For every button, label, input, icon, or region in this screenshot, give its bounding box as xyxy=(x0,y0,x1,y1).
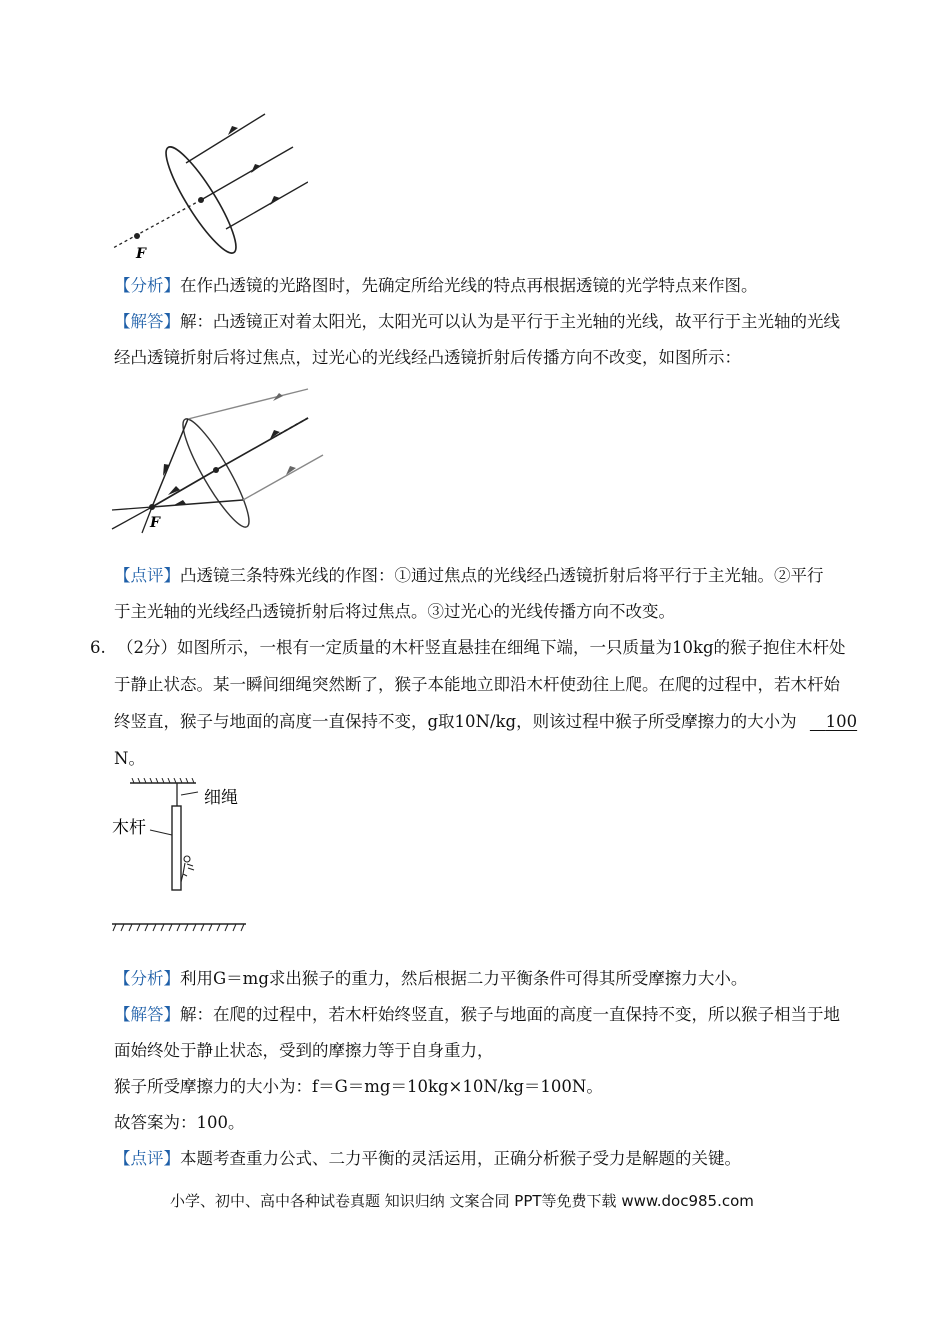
comment-text: 本题考查重力公式、二力平衡的灵活运用，正确分析猴子受力是解题的关键。 xyxy=(180,1149,741,1168)
ground-hatching xyxy=(113,924,244,931)
focus-dot xyxy=(149,504,155,510)
analysis-tag: 【分析】 xyxy=(114,969,180,988)
q6-line-2: 于静止状态。某一瞬间细绳突然断了，猴子本能地立即沿木杆使劲往上爬。在爬的过程中，若木杆始 xyxy=(114,675,840,694)
comment-text: 凸透镜三条特殊光线的作图：①通过焦点的光线经凸透镜折射后将平行于主光轴。②平行 xyxy=(180,566,824,585)
solution-tag: 【解答】 xyxy=(114,1005,180,1024)
analysis-text: 利用G＝mg求出猴子的重力，然后根据二力平衡条件可得其所受摩擦力大小。 xyxy=(180,969,748,988)
optical-center-dot xyxy=(213,467,219,473)
focus-dot xyxy=(134,233,140,239)
q6-line-4: N。 xyxy=(114,749,145,768)
incident-ray-bottom xyxy=(226,182,308,229)
monkey-body xyxy=(181,863,194,882)
focus-label: F xyxy=(150,515,160,531)
solution-tag: 【解答】 xyxy=(114,312,180,331)
q6-solution-2: 面始终处于静止状态，受到的摩擦力等于自身重力， xyxy=(114,1041,494,1060)
q6-solution-3: 猴子所受摩擦力的大小为：f＝G＝mg＝10kg×10N/kg＝100N。 xyxy=(114,1077,603,1096)
monkey-pole-diagram xyxy=(108,778,258,938)
solution-text: 解：凸透镜正对着太阳光，太阳光可以认为是平行于主光轴的光线，故平行于主光轴的光线 xyxy=(180,312,840,331)
refracted-ray-bottom xyxy=(152,500,243,507)
q6-analysis xyxy=(114,968,747,990)
q6-solution-4: 故答案为：100。 xyxy=(114,1113,245,1132)
incident-ray-center xyxy=(201,147,293,200)
solution-text: 解：在爬的过程中，若木杆始终竖直，猴子与地面的高度一直保持不变，所以猴子相当于地 xyxy=(180,1005,840,1024)
incident-ray-center xyxy=(216,418,308,470)
focus-label: F xyxy=(136,246,146,262)
q6-line-1 xyxy=(90,637,846,659)
ray-extension-center xyxy=(112,507,152,529)
s5-comment-1 xyxy=(114,565,824,587)
s5-solution-2: 经凸透镜折射后将过焦点，过光心的光线经凸透镜折射后传播方向不改变，如图所示： xyxy=(114,348,741,367)
rope-label-leader xyxy=(181,792,198,795)
monkey-head xyxy=(184,856,190,862)
incident-ray-bottom xyxy=(243,455,323,500)
s5-comment-2: 于主光轴的光线经凸透镜折射后将过焦点。③过光心的光线传播方向不改变。 xyxy=(114,602,675,621)
s5-solution-1 xyxy=(114,311,840,333)
question-text: 终竖直，猴子与地面的高度一直保持不变，g取10N/kg，则该过程中猴子所受摩擦力的大小为 xyxy=(114,712,797,731)
comment-tag: 【点评】 xyxy=(114,566,180,585)
q6-line-3 xyxy=(114,711,857,733)
analysis-text: 在作凸透镜的光路图时，先确定所给光线的特点再根据透镜的光学特点来作图。 xyxy=(180,276,758,295)
incident-ray-top xyxy=(188,389,308,419)
q6-comment xyxy=(114,1148,741,1170)
ray-extension-bottom xyxy=(112,507,152,510)
principal-axis-dashed xyxy=(113,200,201,248)
q6-solution-1 xyxy=(114,1004,840,1026)
incident-ray-top xyxy=(186,114,265,163)
lens-diagram-answer xyxy=(108,383,333,538)
wooden-pole xyxy=(172,806,181,890)
optical-center-dot xyxy=(198,197,204,203)
answer-blank: 100 xyxy=(825,712,858,731)
analysis-tag: 【分析】 xyxy=(114,276,180,295)
page-footer: 小学、初中、高中各种试卷真题 知识归纳 文案合同 PPT等免费下载 www.doc985.com xyxy=(170,1192,754,1210)
question-text: （2分）如图所示，一根有一定质量的木杆竖直悬挂在细绳下端，一只质量为10kg的猴子抱住木杆处 xyxy=(117,638,846,657)
question-number: 6. xyxy=(90,638,106,657)
pole-label-leader xyxy=(150,830,172,835)
pole-label: 木杆 xyxy=(112,818,146,838)
s5-analysis xyxy=(114,275,758,297)
comment-tag: 【点评】 xyxy=(114,1149,180,1168)
rope-label: 细绳 xyxy=(204,788,238,808)
lens-diagram-question xyxy=(108,108,308,263)
